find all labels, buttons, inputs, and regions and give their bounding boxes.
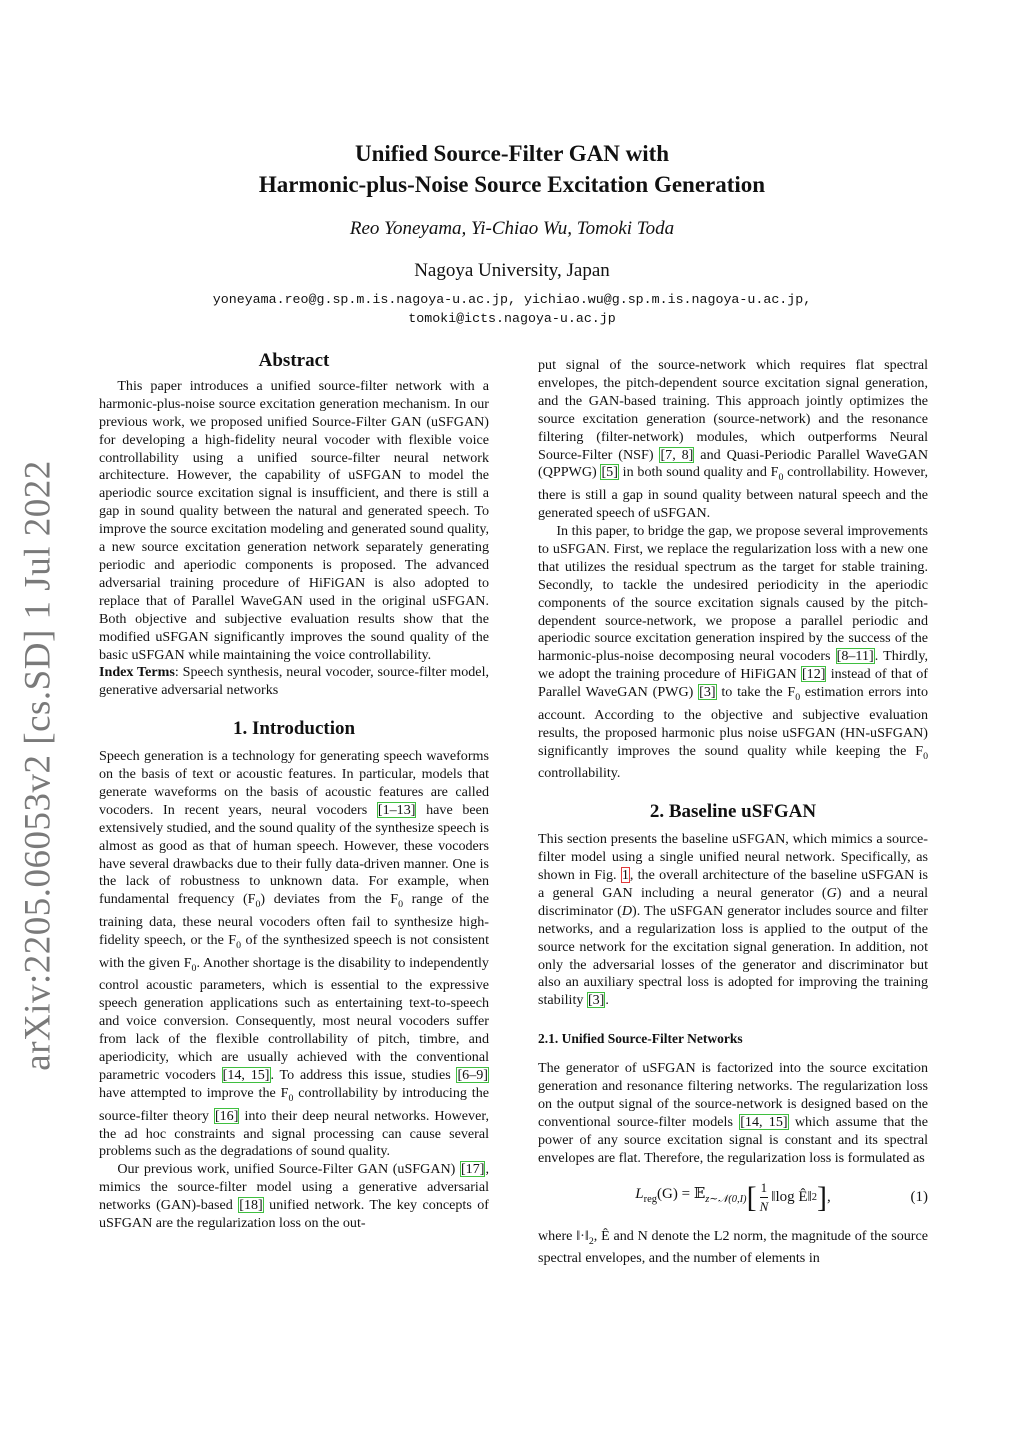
affiliation: Nagoya University, Japan xyxy=(414,260,610,281)
subsection-2-1-heading: 2.1. Unified Source-Filter Networks xyxy=(538,1031,743,1047)
figure-link[interactable]: 1 xyxy=(621,867,629,883)
equation-number: (1) xyxy=(910,1188,928,1205)
citation-link[interactable]: [8–11] xyxy=(836,648,874,665)
after-equation-paragraph: where $‖\cdot‖_2$, Ê and N denote the L2 norm, the magnitude of the source spectral envelopes, and the number of elements in xyxy=(538,1227,929,1267)
right-column xyxy=(538,357,928,1268)
index-terms: Index Terms: Speech synthesis, neural vocoder, source-filter model, generative adversarial networks xyxy=(99,664,490,699)
citation-link[interactable]: [3] xyxy=(699,684,716,701)
abstract-heading: Abstract xyxy=(258,350,330,371)
abstract-text: This paper introduces a unified source-filter network with a harmonic-plus-noise source excitation generation mechanism. In our previous work, we proposed unified Source-Filter GAN (uSFGAN) for developing a high-fidelity neural vocoder with flexible voice controllability using a unified source-filter neural network architecture. However, the capability of uSFGAN to model the aperiodic source excitation signal is insufficient, and there is still a gap in sound quality between the natural and generated speech. To improve the source excitation modeling and generated sound quality, a new source excitation generation network separately generating periodic and aperiodic components is proposed. The advanced adversarial training procedure of HiFiGAN is also adopted to replace that of Parallel WaveGAN used in the original uSFGAN. Both objective and subjective evaluation results show that the modified uSFGAN significantly improves the sound quality of the basic uSFGAN while maintaining the voice controllability. xyxy=(99,377,489,663)
section-2-paragraph: This section presents the baseline uSFGAN, which mimics a source-filter model using a single unified neural network. Specifically, as shown in Fig. 1, the overall architecture of the baseline uSFGAN is a general GAN including a neural generator (G) and a neural discriminator (D). The uSFGAN generator includes source and filter networks, and a regularization loss is applied to the output of the source network for the excitation signal generation. In addition, not only the adversarial losses of the generator and discriminator but also an auxiliary spectral loss is adopted for improving the training stability [3]. xyxy=(538,831,928,1009)
citation-link[interactable]: [7, 8] xyxy=(660,446,694,463)
citation-link[interactable]: [14, 15] xyxy=(222,1066,270,1083)
section-2-heading: 2. Baseline uSFGAN xyxy=(649,801,817,823)
arxiv-identifier: arXiv:2205.06053v2 [cs.SD] 1 Jul 2022 xyxy=(17,459,59,1071)
citation-link[interactable]: [16] xyxy=(214,1107,239,1124)
citation-link[interactable]: [12] xyxy=(801,666,826,683)
intro-paragraph-3: put signal of the source-network which requires flat spectral envelopes, the pitch-dependent source excitation signal generation, and the GAN-based training. This approach jointly optimizes the source excitation generation (source-network) and the resonance filtering (filter-network) modules, which outperforms Neural Source-Filter (NSF) [7, 8] and Quasi-Periodic Parallel WaveGAN (QPPWG) [5] in both sound quality and $F_0$ controllability. However, there is still a gap in sound quality between natural speech and the generated speech of uSFGAN. xyxy=(538,357,929,522)
authors: Reo Yoneyama, Yi-Chiao Wu, Tomoki Toda xyxy=(349,218,675,239)
citation-link[interactable]: [3] xyxy=(587,992,605,1009)
citation-link[interactable]: [17] xyxy=(460,1161,485,1178)
intro-paragraph-4: In this paper, to bridge the gap, we propose several improvements to uSFGAN. First, we replace the regularization loss with a new one that utilizes the residual spectrum as the target for stable training. Secondly, to tackle the undesired periodicity in the aperiodic components of the source excitation signals caused by the pitch-dependent source-network, we propose a parallel periodic and aperiodic source excitation generation inspired by the success of the harmonic-plus-noise decomposing neural vocoders [8–11]. Thirdly, we adopt the training procedure of HiFiGAN [12] instead of that of Parallel WaveGAN (PWG) [3] to take the $F_0$ estimation errors into account. According to the objective and subjective evaluation results, the proposed harmonic plus noise uSFGAN (HN-uSFGAN) significantly improves the sound quality while keeping the $F_0$ controllability. xyxy=(538,522,929,782)
citation-link[interactable]: [5] xyxy=(601,464,618,481)
intro-paragraph-1: Speech generation is a technology for generating speech waveforms on the basis of text or acoustic features. In particular, models that generate waveforms on the basis of acoustic features are called vocoders. In recent years, neural vocoders [1–13] have been extensively studied, and the sound quality of the synthesize speech is almost as good as that of human speech. However, these vocoders have several drawbacks due to their fully data-driven manner. One is the lack of robustness to unknown data. For example, when fundamental frequency $(F_0)$ deviates from the $F_0$ range of the training data, these neural vocoders often fail to synthesize high-fidelity speech, or the $F_0$ of the synthesized speech is not consistent with the given $F_0$. Another shortage is the disability to independently control acoustic parameters, which is essential to the expressive speech generation applications such as entertaining text-to-speech and voice conversion. Consequently, most neural vocoders suffer from lack of the flexible controllability of pitch, timbre, and aperiodicity, which are usually achieved with the conventional parametric vocoders [14, 15]. To address this issue, studies [6–9] have attempted to improve the $F_0$ controllability by introducing the source-filter theory [16] into their deep neural networks. However, the ad hoc constraints and signal processing can cause several problems such as the degradations of sound quality. xyxy=(99,748,490,1160)
citation-link[interactable]: [6–9] xyxy=(457,1066,488,1083)
left-column xyxy=(99,352,489,1233)
emails: yoneyama.reo@g.sp.m.is.nagoya-u.ac.jp, yichiao.wu@g.sp.m.is.nagoya-u.ac.jp, tomoki@icts.nagoya-u.ac.jp xyxy=(212,292,812,326)
citation-link[interactable]: [14, 15] xyxy=(740,1113,788,1130)
equation-1: $L_{reg}(G)$ = 𝔼$_{z\sim 𝒩(0,I)}$ [ $\frac{1}{N}$ ‖log Ê‖ 2 ] , (1) xyxy=(635,1180,928,1215)
citation-link[interactable]: [1–13] xyxy=(377,801,416,818)
citation-link[interactable]: [18] xyxy=(239,1197,263,1214)
subsection-2-1-paragraph: The generator of uSFGAN is factorized into the source excitation generation and resonance filtering networks. The regularization loss on the output signal of the source-network is designed based on the conventional source-filter models [14, 15] which assume that the power of any source excitation signal is constant and its spectral envelopes are flat. Therefore, the regularization loss is formulated as xyxy=(538,1060,928,1166)
paper-title: Unified Source-Filter GAN with Harmonic-plus-Noise Source Excitation Generation xyxy=(258,141,766,197)
intro-paragraph-2: Our previous work, unified Source-Filter GAN (uSFGAN) [17], mimics the source-filter model using a generative adversarial networks (GAN)-based [18] unified network. The key concepts of uSFGAN are the regularization loss on the out- xyxy=(99,1161,490,1232)
section-1-heading: 1. Introduction xyxy=(232,718,356,740)
